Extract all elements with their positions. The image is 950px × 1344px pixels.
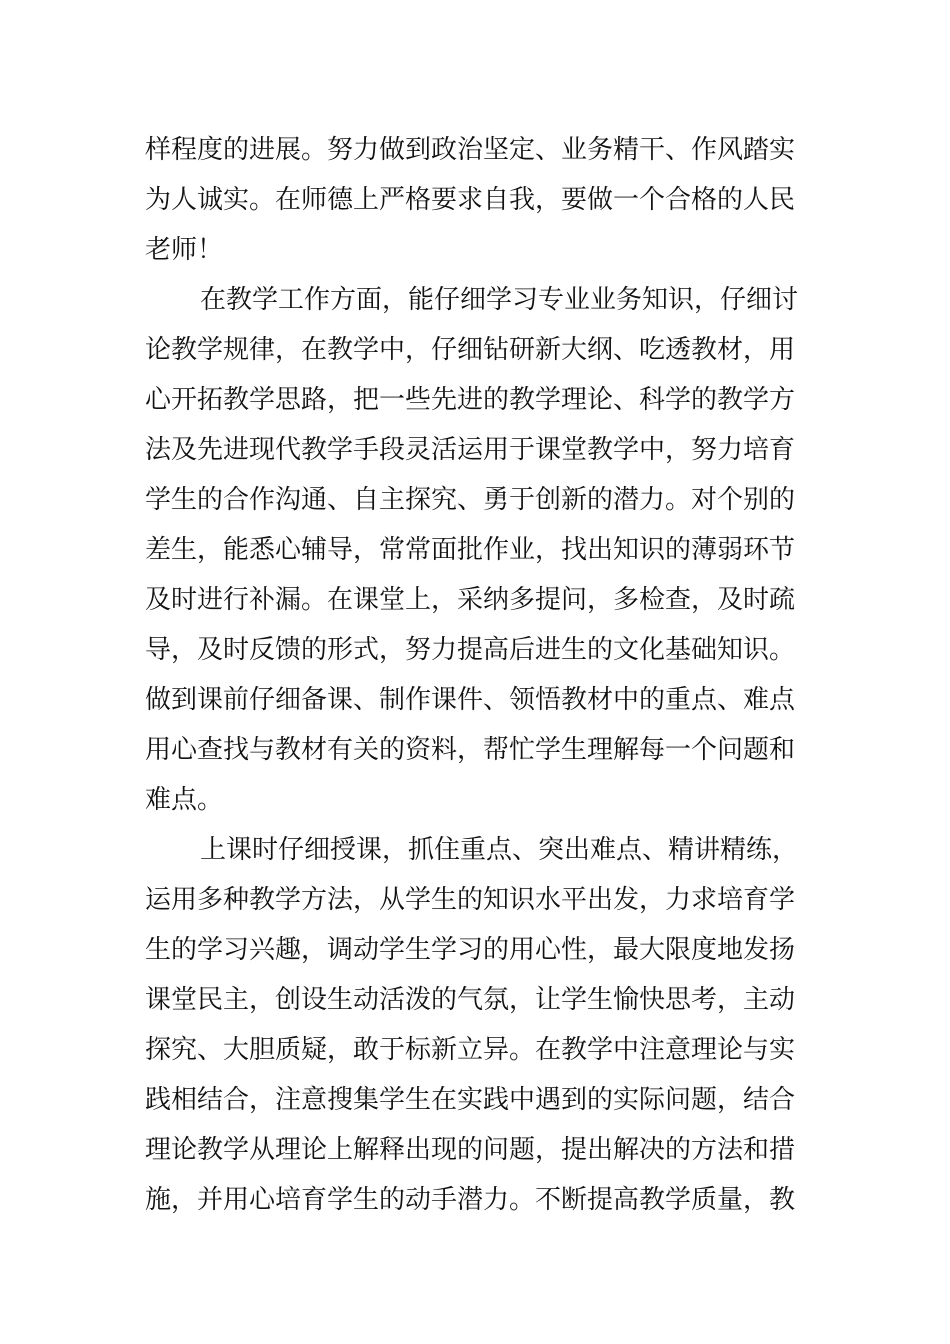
text-line: 生的学习兴趣，调动学生学习的用心性，最大限度地发扬: [145, 935, 796, 965]
text-line: 及时进行补漏。在课堂上，采纳多提问，多检查，及时疏: [145, 585, 796, 615]
text-line: 探究、大胆质疑，敢于标新立异。在教学中注意理论与实: [145, 1035, 796, 1065]
text-line: 心开拓教学思路，把一些先进的教学理论、科学的教学方: [145, 385, 796, 415]
text-line: 理论教学从理论上解释出现的问题，提出解决的方法和措: [145, 1135, 796, 1165]
text-line: 用心查找与教材有关的资料，帮忙学生理解每一个问题和: [145, 735, 796, 765]
text-line: 差生，能悉心辅导，常常面批作业，找出知识的薄弱环节: [145, 535, 796, 565]
text-line: 学生的合作沟通、自主探究、勇于创新的潜力。对个别的: [145, 485, 796, 515]
text-line: 样程度的进展。努力做到政治坚定、业务精干、作风踏实: [145, 135, 796, 165]
text-line: 运用多种教学方法，从学生的知识水平出发，力求培育学: [145, 885, 796, 915]
text-line: 导，及时反馈的形式，努力提高后进生的文化基础知识。: [145, 635, 796, 665]
text-line: 在教学工作方面，能仔细学习专业业务知识，仔细讨: [200, 285, 799, 315]
text-line: 难点。: [145, 785, 224, 815]
text-line: 老师！: [145, 235, 224, 265]
text-line: 施，并用心培育学生的动手潜力。不断提高教学质量，教: [145, 1185, 796, 1215]
text-line: 法及先进现代教学手段灵活运用于课堂教学中，努力培育: [145, 435, 796, 465]
text-line: 做到课前仔细备课、制作课件、领悟教材中的重点、难点: [145, 685, 796, 715]
text-line: 课堂民主，创设生动活泼的气氛，让学生愉快思考，主动: [145, 985, 796, 1015]
text-line: 践相结合，注意搜集学生在实践中遇到的实际问题，结合: [145, 1085, 796, 1115]
text-line: 论教学规律，在教学中，仔细钻研新大纲、吃透教材，用: [145, 335, 796, 365]
text-line: 为人诚实。在师德上严格要求自我，要做一个合格的人民: [145, 185, 796, 215]
text-line: 上课时仔细授课，抓住重点、突出难点、精讲精练，: [200, 835, 799, 865]
